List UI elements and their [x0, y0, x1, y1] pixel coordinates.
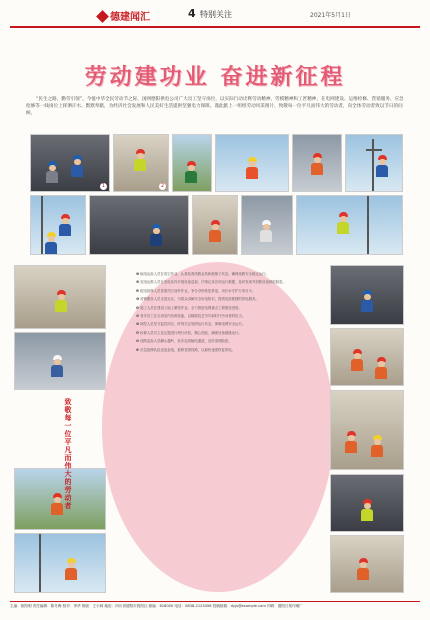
caption-paragraph: ❶ 输电运检人员在高空作业，认真检查线路金具和绝缘子状态，确保线路安全稳定运行。: [136, 272, 269, 276]
photo-19: [330, 474, 404, 532]
worker-figure: [351, 349, 363, 371]
page-headline: 劳动建功业 奋进新征程: [84, 64, 346, 90]
photo-9: [192, 195, 238, 255]
caption-paragraph: ❻ 青年员工在实训室内苦练技能，以精湛技艺书写新时代劳动者的担当。: [136, 314, 246, 319]
page-header: [10, 6, 420, 28]
worker-figure: [361, 290, 373, 312]
photo-7: [30, 195, 86, 255]
page-footer: 主编：欧阳明 责任编辑：陈冬梅 校对：李华 排版：王小林 地址：四川省德阳市旌阳区 邮编：618000 电话：0838-2123456 投稿邮箱：dyjs@example.com 印刷：德阳日报印刷厂: [10, 601, 420, 609]
photo-1: [30, 134, 110, 192]
worker-figure: [51, 355, 63, 377]
worker-figure: [209, 220, 221, 242]
photo-number-badge: 1: [101, 183, 106, 189]
worker-figure: [45, 232, 57, 254]
caption-paragraph: ❷ 变电运维人员在变电站内开展设备巡视，仔细记录各项运行数据，及时发现并消除设备缺陷隐患。: [136, 280, 286, 285]
worker-figure: [71, 155, 83, 177]
page-number: 4: [188, 7, 196, 20]
worker-figure: [357, 558, 369, 580]
caption-paragraph: ❹ 营销服务人员走进社区，为群众讲解安全用电知识，提供优质便捷的供电服务。: [136, 297, 259, 302]
caption-paragraph: ❾ 线路巡视人员翻山越岭，徒步巡查输电通道，及时清理隐患。: [136, 339, 232, 344]
worker-figure: [55, 290, 67, 312]
photo-12: [14, 265, 106, 329]
photo-2: [113, 134, 169, 192]
vertical-slogan-text: 致敬每一位平凡而伟大的劳动者: [64, 398, 72, 510]
caption-paragraph: ❿ 应急抢修队伍连夜奋战，抢修受损线路，以最快速度恢复供电。: [136, 347, 236, 352]
worker-figure: [134, 149, 146, 171]
photo-20: [330, 535, 404, 593]
worker-figure: [345, 431, 357, 453]
photo-16: [330, 265, 404, 325]
worker-figure: [46, 161, 58, 183]
caption-paragraph: ❼ 调控人员坚守监控岗位，时刻关注电网运行状态，保障电网安全运行。: [136, 322, 246, 327]
photo-11: [296, 195, 403, 255]
masthead-brand: [98, 8, 150, 23]
worker-figure: [375, 357, 387, 379]
worker-figure: [51, 493, 63, 515]
worker-figure: [65, 558, 77, 580]
caption-paragraph: ❽ 检修人员对主变压器进行例行试验，精心细致，确保设备健康运行。: [136, 330, 242, 335]
worker-figure: [260, 220, 272, 242]
intro-paragraph: “民生之路，勤劳引领”。今值中华全民劳动节之际，国网德阳供电公司广大员工坚守岗位，以实际行动诠释劳动精神、劳模精神和工匠精神，在电网建设、运维检修、营销服务、应急抢修等一线岗位上挥洒汗水、默默奉献，为经济社会发展和人民美好生活提供坚强电力保障。谨此献上一组组劳动风采图片，致敬每一位平凡而伟大的劳动者，向全体劳动者致以节日的问候。: [26, 97, 404, 116]
photo-6: [345, 134, 403, 192]
worker-figure: [371, 435, 383, 457]
caption-paragraph: ❺ 施工人员在建设工地上紧张作业，全力推进电网重点工程建设进度。: [136, 305, 242, 310]
photo-13: [14, 332, 106, 390]
logo-icon: [96, 10, 109, 23]
worker-figure: [376, 155, 388, 177]
photo-15: [14, 533, 106, 593]
vertical-slogan: [64, 398, 72, 510]
photo-captions: [136, 272, 286, 356]
photo-14: [14, 468, 106, 530]
worker-figure: [337, 212, 349, 234]
worker-figure: [246, 157, 258, 179]
photo-5: [292, 134, 342, 192]
worker-figure: [185, 161, 197, 183]
issue-date: 2021年5月1日: [310, 12, 351, 19]
caption-paragraph: ❸ 配电抢修人员冒着烈日登杆作业，争分夺秒恢复供电，用汗水守护万家灯火。: [136, 288, 256, 293]
photo-18: [330, 390, 404, 470]
photo-4: [215, 134, 289, 192]
worker-figure: [150, 224, 162, 246]
worker-figure: [311, 153, 323, 175]
photo-8: [89, 195, 189, 255]
photo-number-badge: 2: [160, 183, 165, 189]
photo-10: [241, 195, 293, 255]
photo-17: [330, 328, 404, 386]
section-name: 特别关注: [200, 10, 232, 19]
worker-figure: [59, 214, 71, 236]
worker-figure: [361, 499, 373, 521]
brand-text: 德建闻汇: [110, 12, 150, 23]
photo-3: [172, 134, 212, 192]
